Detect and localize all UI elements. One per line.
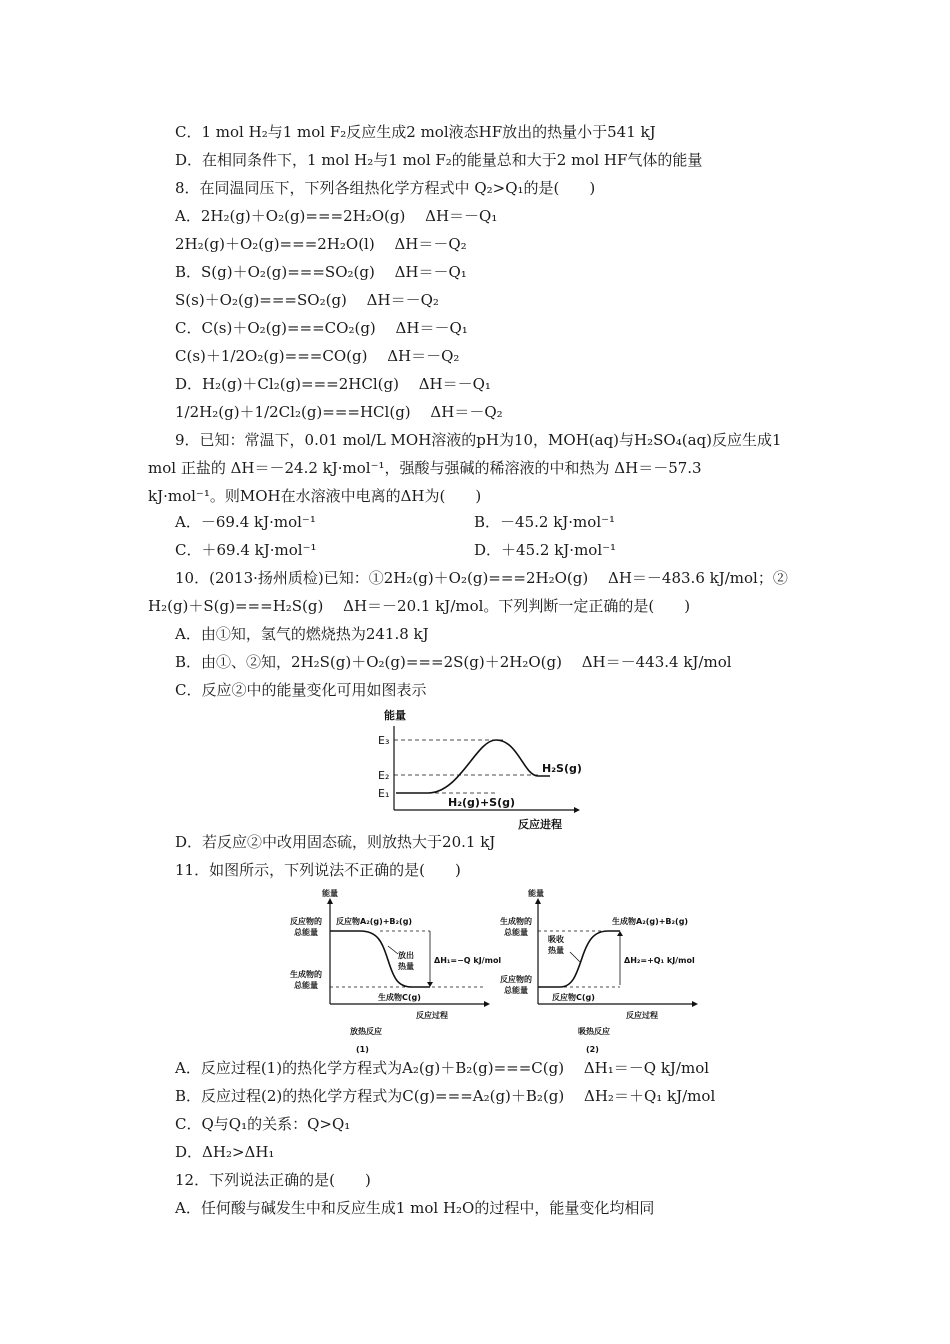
q8-option-b-line1: B．S(g)＋O₂(g)===SO₂(g) ΔH＝－Q₁ [175,263,467,281]
left-bottom-left2: 总能量 [294,981,318,990]
q11-option-c: C．Q与Q₁的关系：Q>Q₁ [175,1115,351,1133]
q7-option-c: C．1 mol H₂与1 mol F₂反应生成2 mol液态HF放出的热量小于541 kJ [175,123,656,141]
right-absorb-pointer [570,952,580,962]
right-x-arrow [692,1001,698,1007]
left-top-left: 反应物的 [290,917,322,926]
q8-option-d-line1: D．H₂(g)＋Cl₂(g)===2HCl(g) ΔH＝－Q₁ [175,375,491,393]
right-absorb1: 吸收 [548,935,564,944]
left-release-pointer [388,946,398,954]
fig10-x-label: 反应进程 [518,818,562,831]
fig10-e2-label: E₂ [378,769,390,782]
q10-stem-line1: 10．(2013·扬州质检)已知：①2H₂(g)＋O₂(g)===2H₂O(g) ΔH＝－483.6 kJ/mol；② [175,569,788,587]
fig10-energy-curve [396,740,550,793]
right-bottom-species: 反应物C(g) [552,993,595,1002]
q8-stem: 8．在同温同压下，下列各组热化学方程式中 Q₂>Q₁的是( ) [175,179,596,197]
q12-stem: 12．下列说法正确的是( ) [175,1171,371,1189]
left-type: 放热反应 [350,1027,382,1036]
right-y-label: 能量 [528,889,544,898]
q11-stem: 11．如图所示，下列说法不正确的是( ) [175,861,461,879]
q10-option-d: D．若反应②中改用固态硫，则放热大于20.1 kJ [175,833,496,851]
right-bottom-left2: 总能量 [504,986,528,995]
q9-option-a: A．－69.4 kJ·mol⁻¹ [175,513,316,531]
q9-stem-line1: 9．已知：常温下，0.01 mol/L MOH溶液的pH为10，MOH(aq)与H₂SO₄(aq)反应生成1 [175,431,782,449]
q7-option-d: D．在相同条件下，1 mol H₂与1 mol F₂的能量总和大于2 mol HF气体的能量 [175,151,703,169]
q10-option-c: C．反应②中的能量变化可用如图表示 [175,681,427,699]
left-num: (1) [356,1045,369,1054]
fig10-reactant-label: H₂(g)+S(g) [448,796,516,809]
fig10-e3-label: E₃ [378,734,390,747]
left-top-species: 反应物A₂(g)+B₂(g) [336,917,413,926]
left-x-arrow [484,1001,490,1007]
right-dh: ΔH₂=+Q₁ kJ/mol [624,956,695,965]
q10-option-a: A．由①知，氢气的燃烧热为241.8 kJ [175,625,429,643]
q11-option-d: D．ΔH₂>ΔH₁ [175,1143,275,1161]
left-bottom-left: 生成物的 [290,970,322,979]
energy-diagram-h2s [378,706,588,832]
q9-option-c: C．＋69.4 kJ·mol⁻¹ [175,541,317,559]
q8-option-a-line2: 2H₂(g)＋O₂(g)===2H₂O(l) ΔH＝－Q₂ [175,235,467,253]
fig10-x-arrow [574,807,580,813]
right-absorb2: 热量 [548,946,564,955]
left-dh: ΔH₁=−Q kJ/mol [434,956,502,965]
fig10-product-label: H₂S(g) [542,762,582,775]
right-y-arrow [535,898,541,904]
fig10-e1-label: E₁ [378,787,390,800]
left-y-arrow [327,898,333,904]
energy-diagrams-exo-endo [290,884,710,1060]
q10-stem-line2: H₂(g)＋S(g)===H₂S(g) ΔH＝－20.1 kJ/mol。下列判断一定正确的是( ) [148,597,691,615]
q8-option-d-line2: 1/2H₂(g)＋1/2Cl₂(g)===HCl(g) ΔH＝－Q₂ [175,403,503,421]
q9-option-b: B．－45.2 kJ·mol⁻¹ [474,513,616,531]
left-release2: 热量 [398,962,414,971]
fig10-y-label: 能量 [384,709,406,722]
right-bottom-left: 反应物的 [500,975,532,984]
left-energy-curve [330,931,430,987]
right-x-label: 反应过程 [626,1011,658,1020]
right-type: 吸热反应 [578,1027,610,1036]
diagram-exothermic [290,888,501,1054]
q8-option-a-line1: A．2H₂(g)＋O₂(g)===2H₂O(g) ΔH＝－Q₁ [175,207,498,225]
right-num: (2) [586,1045,599,1054]
q8-option-c-line1: C．C(s)＋O₂(g)===CO₂(g) ΔH＝－Q₁ [175,319,468,337]
left-x-label: 反应过程 [416,1011,448,1020]
q11-option-a: A．反应过程(1)的热化学方程式为A₂(g)＋B₂(g)===C(g) ΔH₁＝－Q kJ/mol [175,1059,710,1077]
diagram-endothermic [500,888,698,1054]
q9-stem-line2: mol 正盐的 ΔH＝－24.2 kJ·mol⁻¹，强酸与强碱的稀溶液的中和热为 ΔH＝－57.3 [148,459,702,477]
q10-option-b: B．由①、②知，2H₂S(g)＋O₂(g)===2S(g)＋2H₂O(g) ΔH＝－443.4 kJ/mol [175,653,732,671]
q11-option-b: B．反应过程(2)的热化学方程式为C(g)===A₂(g)＋B₂(g) ΔH₂＝＋Q₁ kJ/mol [175,1087,716,1105]
right-top-species: 生成物A₂(g)+B₂(g) [612,917,689,926]
q9-stem-line3: kJ·mol⁻¹。则MOH在水溶液中电离的ΔH为( ) [148,487,482,505]
q8-option-b-line2: S(s)＋O₂(g)===SO₂(g) ΔH＝－Q₂ [175,291,439,309]
q9-option-d: D．＋45.2 kJ·mol⁻¹ [474,541,617,559]
right-top-left2: 总能量 [504,928,528,937]
left-y-label: 能量 [322,889,338,898]
left-bottom-species: 生成物C(g) [378,993,421,1002]
right-top-left: 生成物的 [500,917,532,926]
q8-option-c-line2: C(s)＋1/2O₂(g)===CO(g) ΔH＝－Q₂ [175,347,460,365]
left-top-left2: 总能量 [294,928,318,937]
left-release1: 放出 [398,951,414,960]
q12-option-a: A．任何酸与碱发生中和反应生成1 mol H₂O的过程中，能量变化均相同 [175,1199,655,1217]
